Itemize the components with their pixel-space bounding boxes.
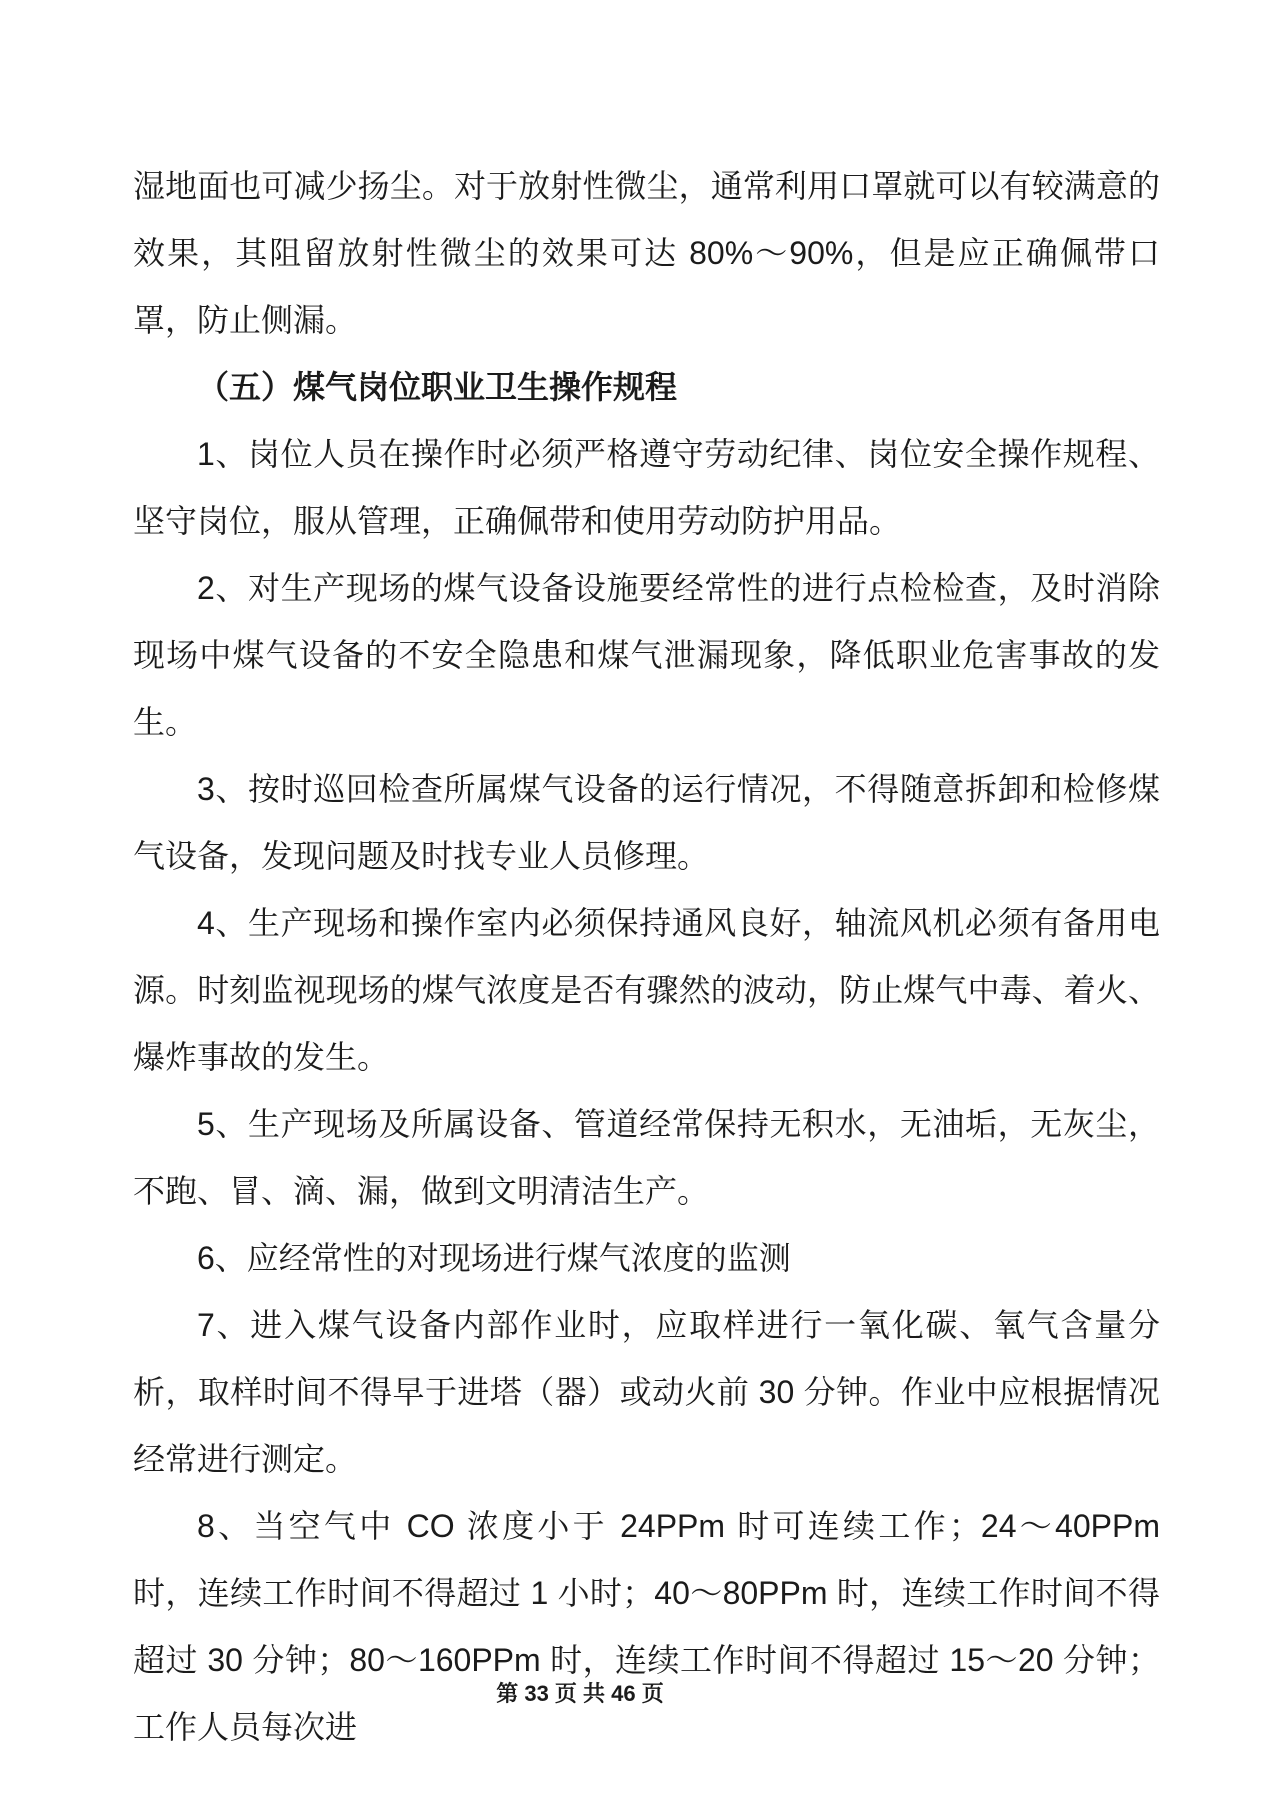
paragraph: 7、进入煤气设备内部作业时，应取样进行一氧化碳、氧气含量分析，取样时间不得早于进塔（器）或动火前 30 分钟。作业中应根据情况经常进行测定。	[133, 1307, 1160, 1477]
paragraph: 5、生产现场及所属设备、管道经常保持无积水，无油垢，无灰尘，不跑、冒、滴、漏，做到文明清洁生产。	[133, 1106, 1160, 1209]
paragraph: 3、按时巡回检查所属煤气设备的运行情况，不得随意拆卸和检修煤气设备，发现问题及时找专业人员修理。	[133, 771, 1160, 874]
paragraph: 6、应经常性的对现场进行煤气浓度的监测	[197, 1240, 791, 1276]
page-number-text: 第 33 页 共 46 页	[496, 1681, 664, 1706]
page-footer	[0, 1681, 1160, 1707]
paragraph: 1、岗位人员在操作时必须严格遵守劳动纪律、岗位安全操作规程、坚守岗位，服从管理，正确佩带和使用劳动防护用品。	[133, 436, 1160, 539]
paragraph: 4、生产现场和操作室内必须保持通风良好，轴流风机必须有备用电源。时刻监视现场的煤气浓度是否有骤然的波动，防止煤气中毒、着火、爆炸事故的发生。	[133, 905, 1160, 1075]
paragraph: 湿地面也可减少扬尘。对于放射性微尘，通常利用口罩就可以有较满意的效果，其阻留放射性微尘的效果可达 80%～90%，但是应正确佩带口罩，防止侧漏。	[133, 168, 1160, 338]
paragraph: 8、当空气中 CO 浓度小于 24PPm 时可连续工作；24～40PPm 时，连续工作时间不得超过 1 小时；40～80PPm 时，连续工作时间不得超过 30 分钟；80～160PPm 时，连续工作时间不得超过 15～20 分钟；工作人员每次进	[133, 1508, 1160, 1745]
paragraph: 2、对生产现场的煤气设备设施要经常性的进行点检检查，及时消除现场中煤气设备的不安全隐患和煤气泄漏现象，降低职业危害事故的发生。	[133, 570, 1160, 740]
section-heading: （五）煤气岗位职业卫生操作规程	[197, 369, 678, 405]
document-body	[133, 153, 1160, 1761]
